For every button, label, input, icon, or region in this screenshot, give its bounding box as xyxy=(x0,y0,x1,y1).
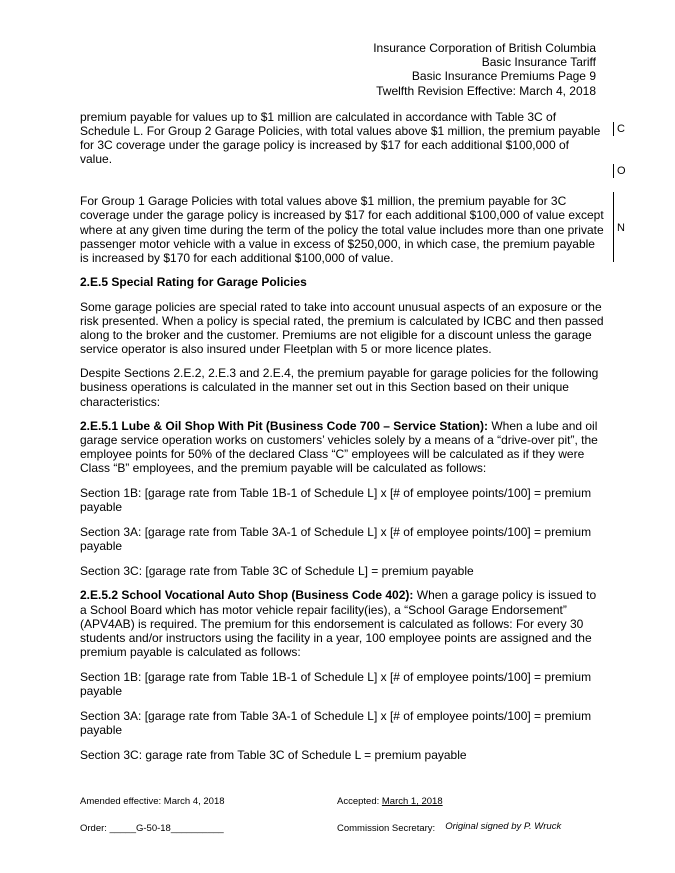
revision-mark-other: O xyxy=(617,165,626,177)
footer-amended: Amended effective: March 4, 2018 xyxy=(80,796,225,807)
revision-mark-changed: C xyxy=(617,123,625,135)
formula-2e51-section-3a: Section 3A: [garage rate from Table 3A-1 of Schedule L] x [# of employee points/100] = premium payable xyxy=(80,525,592,554)
paragraph-group1-premium: For Group 1 Garage Policies with total values above $1 million, the premium payable for 3C coverage under the garage policy is increased by $17 for each additional $100,000 of value except where at any given time during the term of the policy the total value includes more than one private passenger motor vehicle with a value in excess of $250,000, in which case, the premium payable is increased by $170 for each additional $100,000 of value. xyxy=(80,194,604,265)
paragraph-despite-sections: Despite Sections 2.E.2, 2.E.3 and 2.E.4, the premium payable for garage policies for the following business operations is calculated in the manner set out in this Section based on their unique characteristics: xyxy=(80,366,599,409)
header-page: Basic Insurance Premiums Page 9 xyxy=(411,69,596,84)
footer-order-value: _____G-50-18__________ xyxy=(109,823,224,834)
revision-bar-changed xyxy=(613,122,614,136)
revision-bar-new xyxy=(613,192,614,262)
footer-commission-secretary xyxy=(337,823,561,834)
footer-order xyxy=(80,823,224,834)
section-heading-2e51: 2.E.5.1 Lube & Oil Shop With Pit (Business Code 700 – Service Station): xyxy=(80,418,488,433)
section-2e52 xyxy=(80,588,604,658)
paragraph-group2-premium: premium payable for values up to $1 million are calculated in accordance with Table 3C of Schedule L. For Group 2 Garage Policies, with total values above $1 million, the premium payable for 3C coverage under the garage policy is increased by $17 for each additional $100,000 of value. xyxy=(80,110,601,167)
revision-mark-new: N xyxy=(617,222,625,234)
section-heading-2e52: 2.E.5.2 School Vocational Auto Shop (Business Code 402): xyxy=(80,588,414,603)
section-2e51-text: When a lube and oil garage service operation works on customers’ vehicles solely by a means of a “drive-over pit”, the employee points for 50% of the declared Class “C” employees will be calculated as if they were Class “B” employees, and the premium payable will be calculated as follows: xyxy=(80,418,598,475)
footer-accepted-label: Accepted: xyxy=(337,796,382,807)
footer-order-label: Order: xyxy=(80,823,110,834)
document-body xyxy=(80,110,604,762)
revision-bar-other xyxy=(613,164,614,178)
footer-accepted-date: March 1, 2018 xyxy=(381,796,443,807)
document-header xyxy=(373,41,596,98)
footer-secretary-signature: Original signed by P. Wruck xyxy=(445,821,562,832)
header-revision: Twelfth Revision Effective: March 4, 2018 xyxy=(376,83,596,98)
paragraph-special-rating: Some garage policies are special rated to take into account unusual aspects of an exposure or the risk presented. When a policy is special rated, the premium is calculated by ICBC and then passed along to the broker and the customer. Premiums are not eligible for a discount unless the garage service operator is also insured under Fleetplan with 5 or more licence plates. xyxy=(80,299,604,357)
formula-2e52-section-3c: Section 3C: garage rate from Table 3C of Schedule L = premium payable xyxy=(80,748,467,763)
formula-2e51-section-3c: Section 3C: [garage rate from Table 3C of Schedule L] = premium payable xyxy=(80,564,474,579)
footer-secretary-label: Commission Secretary: xyxy=(337,823,436,834)
section-heading-2e5: 2.E.5 Special Rating for Garage Policies xyxy=(80,274,307,289)
section-2e51 xyxy=(80,419,604,475)
formula-2e52-section-1b: Section 1B: [garage rate from Table 1B-1 of Schedule L] x [# of employee points/100] = premium payable xyxy=(80,669,592,698)
formula-2e51-section-1b: Section 1B: [garage rate from Table 1B-1 of Schedule L] x [# of employee points/100] = premium payable xyxy=(80,485,592,515)
section-2e52-text: When a garage policy is issued to a School Board which has motor vehicle repair facility(ies), a “School Garage Endorsement” (APV4AB) is required. The premium for this endorsement is calculated as follows: For every 30 students and/or instructors using the facility in a year, 100 employee points are assigned and the premium payable is calculated as follows: xyxy=(80,588,597,659)
formula-2e52-section-3a: Section 3A: [garage rate from Table 3A-1 of Schedule L] x [# of employee points/100] = premium payable xyxy=(80,709,592,738)
header-organization: Insurance Corporation of British Columbia xyxy=(373,41,596,55)
header-tariff: Basic Insurance Tariff xyxy=(481,55,596,70)
footer-accepted xyxy=(337,796,443,807)
